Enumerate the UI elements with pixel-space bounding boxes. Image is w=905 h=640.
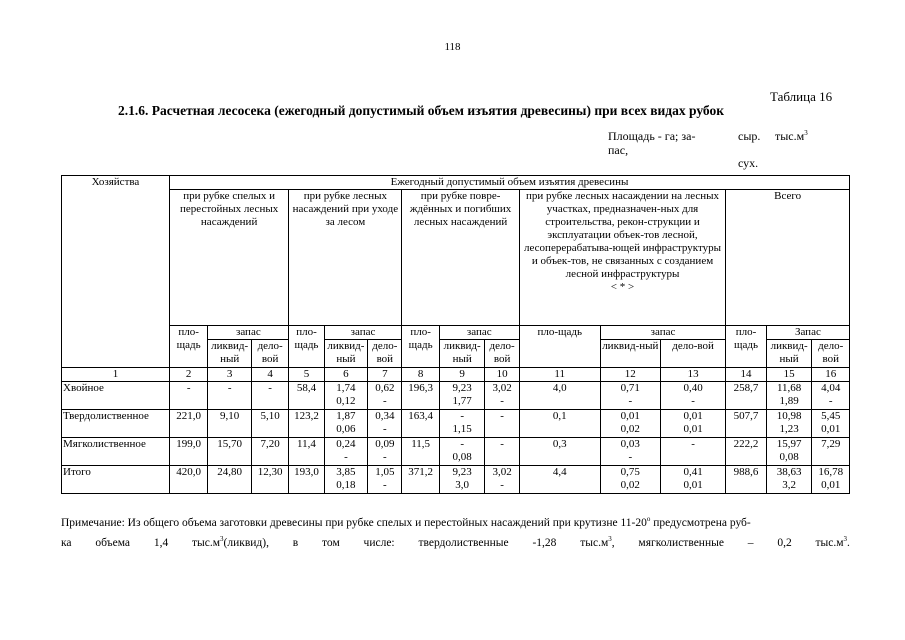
header-area: пло-щадь <box>726 326 766 368</box>
cell: 4,4 <box>519 466 600 494</box>
row-label: Твердолиственное <box>62 410 170 438</box>
cell: 58,4 <box>289 382 324 410</box>
cell: 988,6 <box>726 466 766 494</box>
header-business: дело-вой <box>485 340 519 368</box>
cell: 12,30 <box>251 466 288 494</box>
cell: 0,71 - <box>600 382 660 410</box>
note-line-2: ка объема 1,4 $тыс.м^3(ликвид)$, в том числе: твердолиственные -1,28 $тыс.м^3$, мягколиственные – 0,2 $тыс.м^3$. <box>61 535 850 549</box>
cell: 11,4 <box>289 438 324 466</box>
cell: 1,05 - <box>368 466 402 494</box>
cell: 420,0 <box>169 466 207 494</box>
cell: 221,0 <box>169 410 207 438</box>
header-liquid: ликвид-ный <box>600 340 660 368</box>
header-stock: запас <box>324 326 402 340</box>
cell: 0,03 - <box>600 438 660 466</box>
column-number: 9 <box>439 368 485 382</box>
column-number: 11 <box>519 368 600 382</box>
header-business: дело-вой <box>368 340 402 368</box>
cell: - <box>169 382 207 410</box>
cell: - <box>208 382 252 410</box>
cell: 38,63 3,2 <box>766 466 812 494</box>
cell: 0,75 0,02 <box>600 466 660 494</box>
cell: 3,02 - <box>485 466 519 494</box>
column-number: 15 <box>766 368 812 382</box>
note-line-1: Примечание: Из общего объема заготовки древесины при рубке спелых и перестойных насаждений при крутизне $11-20^о$ предусмотрена руб- <box>61 515 751 529</box>
header-households: Хозяйства <box>62 176 170 368</box>
header-area: пло-щадь <box>289 326 324 368</box>
header-area: пло-щадь <box>402 326 439 368</box>
header-liquid: ликвид-ный <box>208 340 252 368</box>
column-number: 13 <box>660 368 725 382</box>
cell: 507,7 <box>726 410 766 438</box>
header-stock: запас <box>600 326 726 340</box>
cell: 15,70 <box>208 438 252 466</box>
header-stock: Запас <box>766 326 849 340</box>
cell: - 1,15 <box>439 410 485 438</box>
cell: 1,87 0,06 <box>324 410 368 438</box>
table-row <box>62 410 850 438</box>
page-number: 118 <box>444 41 461 53</box>
cell: - <box>660 438 725 466</box>
table-row <box>62 438 850 466</box>
cell: 9,23 3,0 <box>439 466 485 494</box>
table-row-total <box>62 466 850 494</box>
cell: 16,78 0,01 <box>812 466 850 494</box>
cell: 7,29 <box>812 438 850 466</box>
cell: 199,0 <box>169 438 207 466</box>
column-number: 16 <box>812 368 850 382</box>
cell: 196,3 <box>402 382 439 410</box>
header-business: дело-вой <box>812 340 850 368</box>
header-area: пло-щадь <box>519 326 600 368</box>
cell: 123,2 <box>289 410 324 438</box>
cell: 163,4 <box>402 410 439 438</box>
header-group-damaged: при рубке повре-ждённых и погибших лесных насаждений <box>402 190 519 326</box>
column-number-row <box>62 368 850 382</box>
column-number: 5 <box>289 368 324 382</box>
cell: 0,34 - <box>368 410 402 438</box>
cell: 0,1 <box>519 410 600 438</box>
cell: 0,09 - <box>368 438 402 466</box>
column-number: 14 <box>726 368 766 382</box>
units-raw-label: сыр. <box>738 129 761 143</box>
cell: 0,24 - <box>324 438 368 466</box>
cell: 11,5 <box>402 438 439 466</box>
units-dry-label: сух. <box>738 156 759 170</box>
harvest-table <box>61 175 850 494</box>
header-group-construction: при рубке лесных насаждении на лесных участках, предназначен-ных для строительства, рекон-струкции и эксплуатации объек-тов лесной, лесоперерабатыва-ющей инфраструктуры и объек-тов, не связанных с созданием лесной инфраструктуры < * > <box>519 190 726 326</box>
row-label: Итого <box>62 466 170 494</box>
cell: 222,2 <box>726 438 766 466</box>
header-group-mature: при рубке спелых и перестойных лесных насаждений <box>169 190 288 326</box>
cell: 0,3 <box>519 438 600 466</box>
cell: 371,2 <box>402 466 439 494</box>
header-group-care: при рубке лесных насаждений при уходе за лесом <box>289 190 402 326</box>
column-number: 8 <box>402 368 439 382</box>
cell: - 0,08 <box>439 438 485 466</box>
column-number: 4 <box>251 368 288 382</box>
header-liquid: ликвид-ный <box>439 340 485 368</box>
header-stock: запас <box>208 326 289 340</box>
column-number: 3 <box>208 368 252 382</box>
cell: - <box>485 410 519 438</box>
cell: 5,10 <box>251 410 288 438</box>
cell: 0,41 0,01 <box>660 466 725 494</box>
header-liquid: ликвид-ный <box>766 340 812 368</box>
table-title: 2.1.6. Расчетная лесосека (ежегодный допустимый объем изъятия древесины) при всех видах рубок <box>118 103 725 118</box>
units-unit-label: $тыс.м^3$ <box>775 129 808 143</box>
cell: - <box>251 382 288 410</box>
column-number: 6 <box>324 368 368 382</box>
table-row <box>62 382 850 410</box>
cell: 4,0 <box>519 382 600 410</box>
cell: 7,20 <box>251 438 288 466</box>
row-label: Хвойное <box>62 382 170 410</box>
units-area-label: Площадь - га; за- пас, <box>608 129 696 157</box>
cell: 5,45 0,01 <box>812 410 850 438</box>
cell: 0,40 - <box>660 382 725 410</box>
column-number: 10 <box>485 368 519 382</box>
row-label: Мягколиственное <box>62 438 170 466</box>
cell: 15,97 0,08 <box>766 438 812 466</box>
header-liquid: ликвид-ный <box>324 340 368 368</box>
header-stock: запас <box>439 326 519 340</box>
cell: 9,10 <box>208 410 252 438</box>
cell: 3,02 - <box>485 382 519 410</box>
header-main: Ежегодный допустимый объем изъятия древесины <box>169 176 849 190</box>
header-business: дело-вой <box>660 340 725 368</box>
header-group-total: Всего <box>726 190 850 326</box>
cell: 193,0 <box>289 466 324 494</box>
cell: 24,80 <box>208 466 252 494</box>
cell: 11,68 1,89 <box>766 382 812 410</box>
table-label: Таблица 16 <box>770 89 833 104</box>
column-number: 1 <box>62 368 170 382</box>
cell: 10,98 1,23 <box>766 410 812 438</box>
cell: 0,01 0,01 <box>660 410 725 438</box>
cell: 3,85 0,18 <box>324 466 368 494</box>
column-number: 12 <box>600 368 660 382</box>
cell: 258,7 <box>726 382 766 410</box>
header-area: пло-щадь <box>169 326 207 368</box>
table-note <box>61 513 850 553</box>
cell: 9,23 1,77 <box>439 382 485 410</box>
header-business: дело-вой <box>251 340 288 368</box>
cell: 0,62 - <box>368 382 402 410</box>
cell: - <box>485 438 519 466</box>
cell: 0,01 0,02 <box>600 410 660 438</box>
column-number: 7 <box>368 368 402 382</box>
cell: 1,74 0,12 <box>324 382 368 410</box>
column-number: 2 <box>169 368 207 382</box>
cell: 4,04 - <box>812 382 850 410</box>
